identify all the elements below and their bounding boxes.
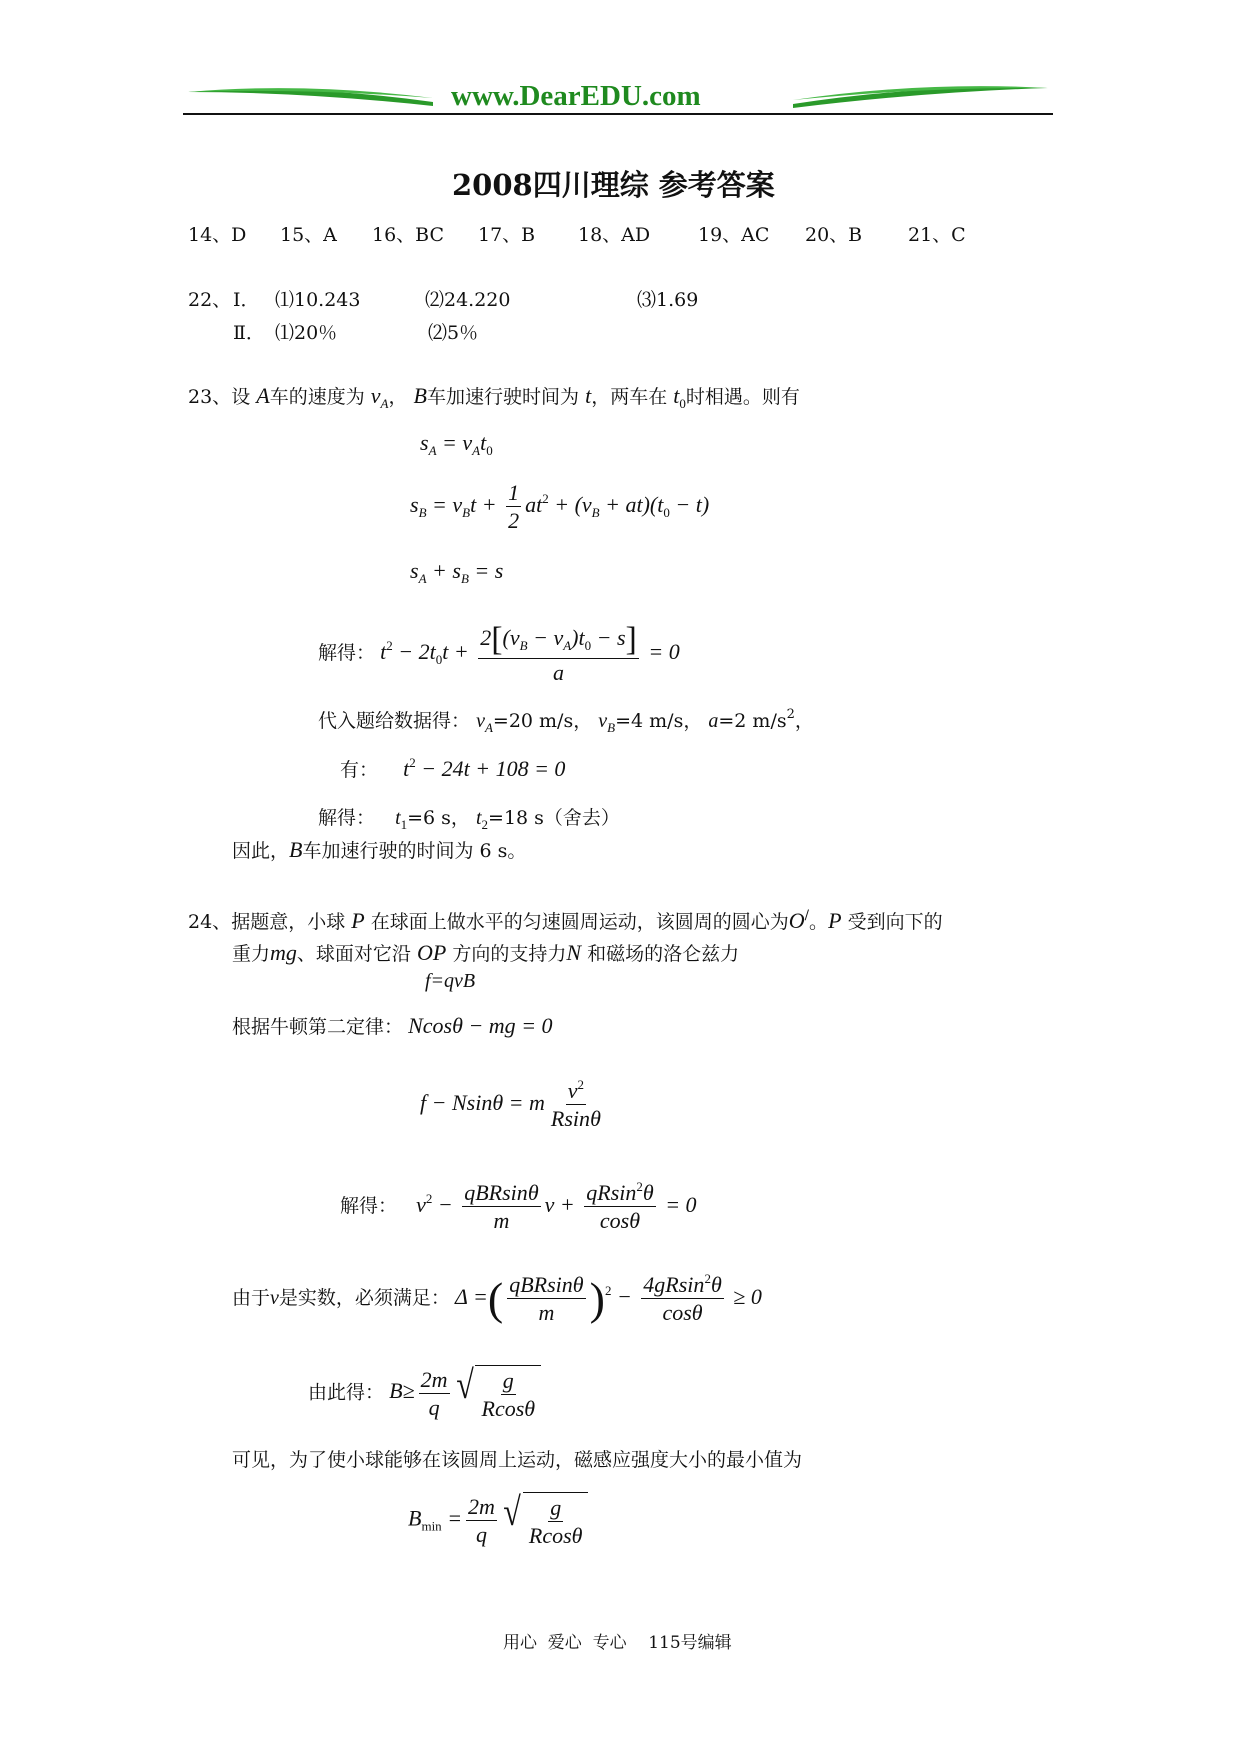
q22-answer: ⑶1.69 [637,289,699,311]
solve-equation: 解得： $v^2$ − $\frac{\text{qBRsinθ}}{m}$ v + $\frac{qRsin^2\theta}{\cos\theta}$ = 0 [340,1179,697,1234]
q22-answer: ⑴20％ [275,322,338,344]
solve-equation: 解得： $t^2 - 2t_0t$ + $\frac{2[(v_B - v_A)t_0 - s]}{a}$ = 0 [318,621,680,685]
substitute-line: 代入题给数据得： $v_A=20$ m/s， $v_B=4$ m/s， a=2 $m/s^2$， [318,707,814,735]
discriminant-line: 由于v是实数，必须满足： Δ =( $\frac{\text{qBRsinθ}}{m}$ )$^2$ − $\frac{4gRsin^2\theta}{\cos\theta}$ ≥ 0 [232,1271,762,1326]
equation: $s_A = v_At_0$ [420,430,493,458]
choice-answer: 16、BC [372,224,445,246]
q24-visible-line: 可见，为了使小球能够在该圆周上运动，磁感应强度大小的最小值为 [232,1449,803,1471]
q24-line1: 24、据题意，小球 P 在球面上做水平的匀速圆周运动，该圆周的圆心为O/。P 受到向下的 [188,908,943,933]
thus-line: 由此得： B≥ $\frac{2m}{q}$ √ $\frac{g}{Rcos\theta}$ [308,1365,541,1422]
choice-answer: 14、D [188,224,247,246]
header-banner [183,78,1053,118]
q22-part2-label: Ⅱ． [233,322,265,344]
equation: f − Nsinθ = m $\frac{v^2}{Rsin\theta}$ [420,1077,601,1132]
choice-answer: 20、B [805,224,863,246]
q22-part1-label: Ⅰ． [233,289,260,311]
choice-answer: 21、C [908,224,966,246]
page-title: 2008四川理综 参考答案 [452,168,775,202]
have-equation: 有： $t^2 - 24t + 108 = 0$ [340,755,566,781]
q23-intro: 23、设 A车的速度为 $v_A$， B车加速行驶时间为 t，两车在 $t_0$时相遇。则有 [188,383,800,411]
choice-answer: 19、AC [698,224,770,246]
q22-label: 22、 [188,289,232,311]
newton-line: 根据牛顿第二定律： Ncosθ − mg = 0 [232,1013,553,1038]
q22-answer: ⑵24.220 [425,289,511,311]
roots-line: 解得： $t_1=6$ s， $t_2=18$ s（舍去） [318,807,620,832]
equation: $s_A + s_B = s$ [410,558,504,586]
lorentz-formula: f=qvB [425,970,476,992]
q23-conclusion: 因此，B车加速行驶的时间为 6 s。 [232,837,527,862]
page-footer: 用心 爱心 专心 115号编辑 [503,1633,732,1653]
bmin-equation: $B_{min}$ = $\frac{2m}{q}$ √ $\frac{g}{Rcos\theta}$ [408,1492,588,1549]
choice-answer: 15、A [280,224,337,246]
brand-text: www.DearEDU.com [451,80,701,112]
q24-line2: 重力mg、球面对它沿 OP 方向的支持力N 和磁场的洛仑兹力 [232,940,740,965]
choice-answer: 17、B [478,224,536,246]
equation: $s_B = v_Bt$ + $\frac{1}{2}$ $at^2 + (v_B + at)(t_0 - t)$ [410,480,710,534]
q22-answer: ⑵5％ [428,322,479,344]
q22-answer: ⑴10.243 [275,289,361,311]
choice-answer: 18、AD [578,224,651,246]
